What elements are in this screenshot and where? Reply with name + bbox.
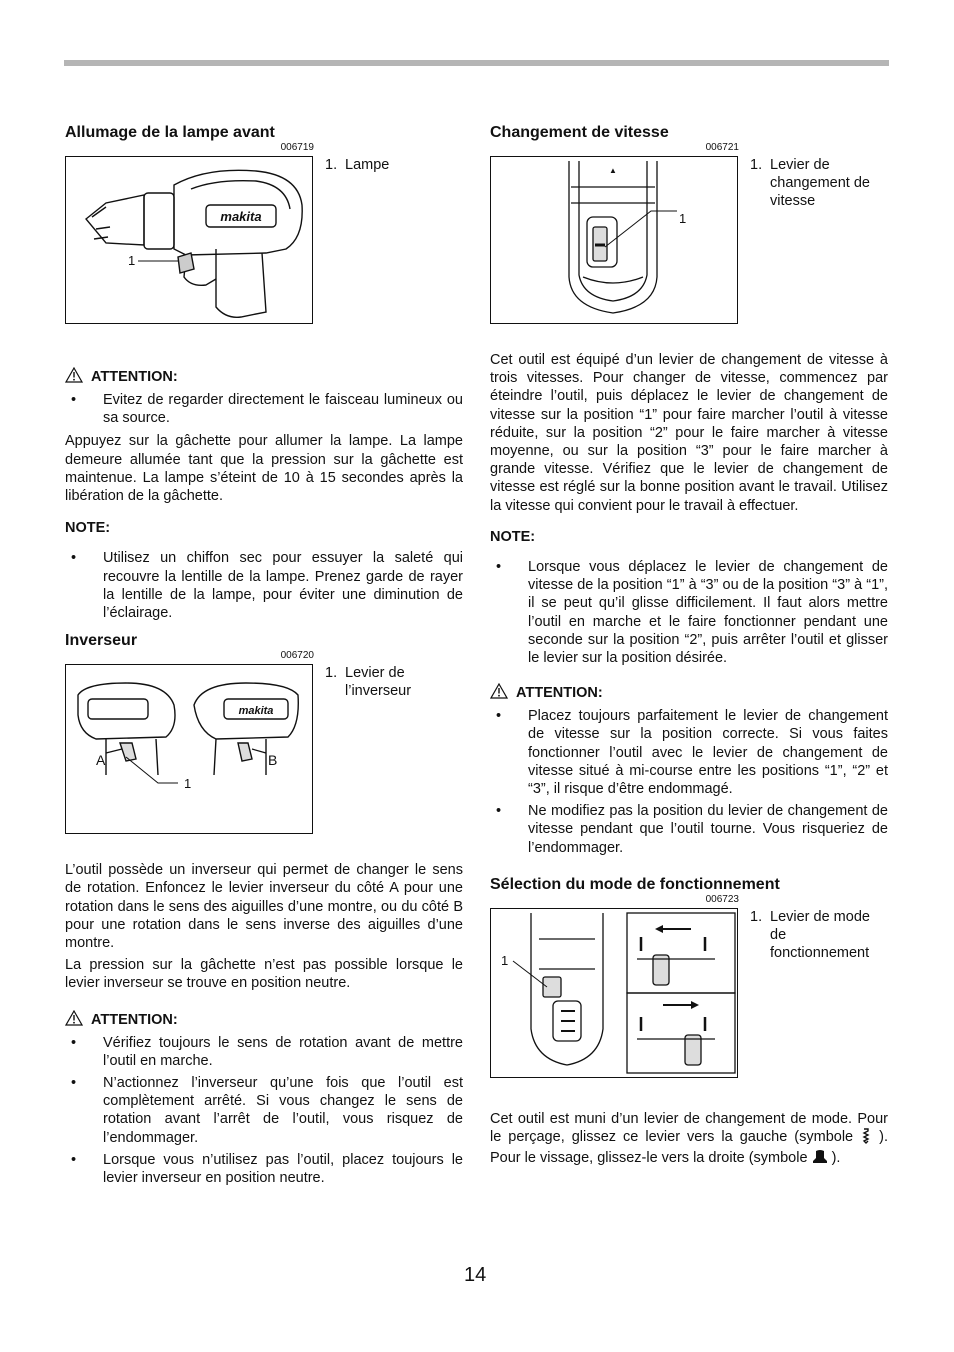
section-title-mode: Sélection du mode de fonctionnement: [490, 875, 780, 893]
right-column: [490, 122, 888, 1170]
attention-heading-lamp: ATTENTION:: [65, 367, 463, 387]
callout-1-inverseur: 1: [184, 776, 192, 792]
list-item: • Lorsque vous déplacez le levier de changement de vitesse de la position “1” à “3” ou de la position “3” à “1”, il se peut qu’il glisse difficilement. Il faut alors mettre l’outil en marche et le faire fonctionner pendant une seconde sur la position “2”, puis arrêter l’outil et glisser le levier sur la position désirée.: [490, 558, 888, 667]
legend-mode: 1. Levier de mode de fonctionnement: [750, 908, 870, 961]
figure-code-vitesse: 006721: [705, 142, 739, 153]
screw-icon: [812, 1149, 828, 1170]
attention-heading-inverseur: ATTENTION:: [65, 1010, 463, 1030]
svg-text:▲: ▲: [609, 166, 617, 175]
list-item: • Utilisez un chiffon sec pour essuyer la saleté qui recouvre la lentille de la lampe. Prenez garde de rayer la lentille de la lampe, pour éviter une diminution de l’éclairage.: [65, 549, 463, 622]
drill-bit-icon: [860, 1128, 872, 1149]
section-title-lamp: Allumage de la lampe avant: [65, 124, 275, 141]
page-number: 14: [464, 1264, 487, 1286]
figure-code-lamp: 006719: [280, 142, 314, 153]
legend-vitesse: 1. Levier de changement de vitesse: [750, 157, 870, 209]
paragraph-inverseur-2: La pression sur la gâchette n’est pas possible lorsque le levier inverseur se trouve en position neutre.: [65, 957, 463, 992]
figure-inverseur: [65, 664, 463, 834]
figure-box-mode: [490, 908, 738, 1078]
legend-lamp: [325, 156, 389, 174]
callout-1-lamp: 1: [128, 253, 136, 268]
paragraph-mode: Cet outil est muni d’un levier de changement de mode. Pour le perçage, glissez ce levier vers la gauche (symbole ). Pour le vissage, glissez-le vers la droite (symbole ).: [490, 1110, 888, 1171]
figure-mode: [490, 908, 888, 1078]
attention-list-inverseur: [65, 1034, 463, 1188]
callout-1-mode: 1: [501, 952, 509, 968]
legend-text: Lampe: [345, 157, 390, 173]
note-heading-lamp: NOTE:: [65, 520, 111, 537]
list-item: • Vérifiez toujours le sens de rotation avant de mettre l’outil en marche.: [65, 1034, 463, 1070]
list-item: • Placez toujours parfaitement le levier de changement de vitesse sur la position correcte. Si vous faites fonctionner l’outil avec le levier de changement de vitesse situé à mi-course entre les positions “1”, “2” et “3”, il risque d’être endommagé.: [490, 707, 888, 798]
paragraph-vitesse: Cet outil est équipé d’un levier de changement de vitesse à trois vitesses. Pour changer de vitesse, commencez par éteindre l’outil, puis déplacez le levier de changement de vitesse sur la position “1” pour faire marcher l’outil à vitesse réduite, sur la position “2” pour le faire marcher à vitesse moyenne, ou sur la position “3” pour le faire marcher à grande vitesse. Vérifiez que le levier de changement de vitesse est réglé sur la bonne position avant le travail. Utilisez la vitesse qui convient pour le travail à effectuer.: [490, 352, 888, 514]
callout-1-vitesse: 1: [679, 211, 687, 226]
legend-inverseur: 1. Levier de l’inverseur: [325, 665, 412, 700]
label-b: B: [268, 752, 278, 769]
note-heading-vitesse: NOTE:: [490, 528, 536, 545]
figure-box-lamp: [65, 156, 313, 324]
drill-side-illustration: [66, 157, 311, 322]
list-item: • Lorsque vous n’utilisez pas l’outil, placez toujours le levier inverseur en position neutre.: [65, 1151, 463, 1187]
figure-lamp: [65, 156, 463, 324]
paragraph-inverseur-1: L’outil possède un inverseur qui permet de changer le sens de rotation. Enfoncez le levier inverseur du côté A pour une rotation dans le sens des aiguilles d’une montre, ou du côté B pour une rotation dans le sens inverse des aiguilles d’une montre.: [65, 862, 463, 952]
svg-text:makita: makita: [238, 705, 274, 718]
note-list-lamp: [65, 549, 463, 622]
note-list-vitesse: [490, 558, 888, 667]
legend-num: 1.: [325, 157, 338, 173]
warning-triangle-icon: [490, 683, 516, 703]
list-item: • Ne modifiez pas la position du levier de changement de vitesse pendant que l’outil tourne. Vous risqueriez de l’endommager.: [490, 802, 888, 857]
attention-list-lamp: [65, 391, 463, 427]
label-a: A: [96, 752, 106, 769]
top-rule: [64, 60, 889, 66]
brand-logo-1: makita: [220, 209, 262, 224]
section-title-inverseur: Inverseur: [65, 632, 138, 650]
attention-heading-vitesse: ATTENTION:: [490, 683, 888, 703]
warning-triangle-icon: [65, 1010, 91, 1030]
warning-triangle-icon: [65, 367, 91, 387]
figure-code-inverseur: 006720: [280, 650, 314, 662]
figure-vitesse: [490, 156, 888, 324]
left-column: [65, 122, 463, 1187]
section-title-vitesse: Changement de vitesse: [490, 124, 669, 141]
attention-list-vitesse: [490, 707, 888, 857]
figure-box-vitesse: [490, 156, 738, 324]
figure-code-mode: 006723: [705, 893, 739, 905]
list-item: • Evitez de regarder directement le faisceau lumineux ou sa source.: [65, 391, 463, 427]
drill-reverse-illustration: [66, 665, 311, 832]
mode-selector-illustration: [491, 909, 736, 1076]
list-item: • N’actionnez l’inverseur qu’une fois que l’outil est complètement arrêté. Si vous changez le sens de rotation avant l’arrêt de l’outil, vous risquez de l’endommager.: [65, 1074, 463, 1147]
drill-top-illustration: [491, 157, 736, 322]
paragraph-lamp: Appuyez sur la gâchette pour allumer la lampe. La lampe demeure allumée tant que la pression sur la gâchette est maintenue. La lampe s’éteint de 10 à 15 secondes après la libération de la gâchette.: [65, 433, 463, 505]
figure-box-inverseur: [65, 664, 313, 834]
